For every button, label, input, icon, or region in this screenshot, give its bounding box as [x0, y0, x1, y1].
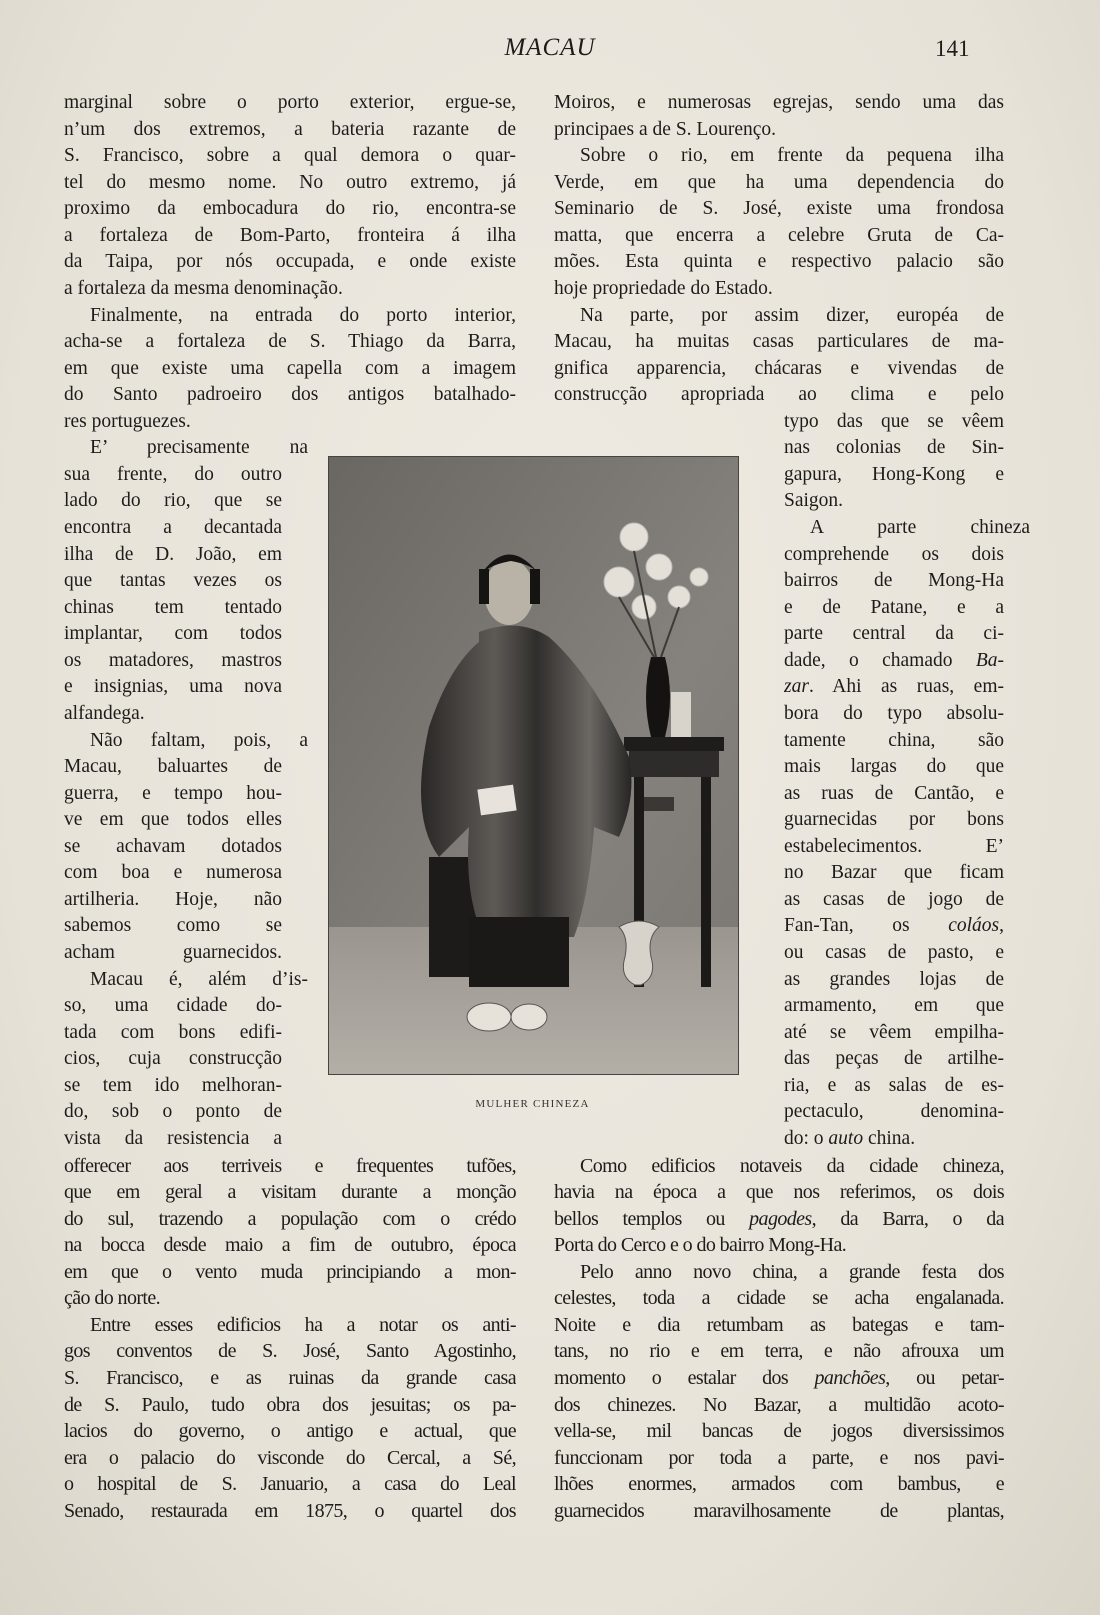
text-line: do: o auto china.	[784, 1127, 916, 1149]
text-line: com boa e numerosa	[64, 862, 282, 884]
text-line: so, uma cidade do-	[64, 995, 282, 1017]
text-line: mais largas do que	[784, 756, 1004, 778]
text-line: vella-se, mil bancas de jogos diversissimos	[554, 1420, 1004, 1443]
text-line: bora do typo absolu-	[784, 702, 1004, 724]
text-line: comprehende os dois	[784, 543, 1004, 565]
text-line: ria, e as salas de es-	[784, 1074, 1004, 1096]
text-line: construcção apropriada ao clima e pelo	[554, 384, 1004, 406]
text-line: os matadores, mastros	[64, 649, 282, 671]
italic-term: zar	[784, 676, 809, 698]
text-line: Macau, baluartes de	[64, 756, 282, 778]
text-line: ve em que todos elles	[64, 809, 282, 831]
photograph-chinese-woman	[328, 456, 739, 1075]
text-line: sua frente, do outro	[64, 463, 282, 485]
text-line: acham guarnecidos.	[64, 942, 282, 963]
text-line: typo das que se vêem	[784, 410, 1004, 432]
text-line: artilheria. Hoje, não	[64, 888, 282, 910]
text-line: lacios do governo, o antigo e actual, que	[64, 1420, 516, 1443]
text-line: na bocca desde maio a fim de outubro, época	[64, 1234, 516, 1257]
text-line: celestes, toda a cidade se acha engalanada.	[554, 1287, 1004, 1310]
text-line: mões. Esta quinta e respectivo palacio são	[554, 251, 1004, 273]
text-line: o hospital de S. Januario, a casa do Leal	[64, 1473, 516, 1496]
text-line: Não faltam, pois, a	[90, 729, 308, 751]
text-line: zar. Ahi as ruas, em-	[784, 676, 1004, 698]
text-line: parte central da ci-	[784, 623, 1004, 645]
text-line: res portuguezes.	[64, 410, 191, 432]
text-line: Macau, ha muitas casas particulares de ma-	[554, 331, 1004, 353]
text-line: hoje propriedade do Estado.	[554, 277, 773, 299]
text-line: bairros de Mong-Ha	[784, 570, 1004, 592]
text-line: funccionam por toda a parte, e nos pavi-	[554, 1446, 1004, 1469]
text-line: implantar, com todos	[64, 623, 282, 645]
text-line: da Taipa, por nós occupada, e onde existe	[64, 251, 516, 273]
text-line: ilha de D. João, em	[64, 543, 282, 565]
text-line: Saigon.	[784, 490, 844, 512]
italic-term: panchões	[814, 1367, 886, 1389]
text-line: em que o vento muda principiando a mon-	[64, 1260, 516, 1283]
text-line: se tem ido melhoran-	[64, 1074, 282, 1096]
text-line: Senado, restaurada em 1875, o quartel dos	[64, 1499, 516, 1522]
text-line: alfandega.	[64, 702, 145, 724]
text-line: guerra, e tempo hou-	[64, 782, 282, 804]
text-line: pectaculo, denomina-	[784, 1101, 1004, 1123]
italic-term: Ba-	[975, 649, 1004, 671]
text-line: Finalmente, na entrada do porto interior,	[90, 304, 516, 326]
text-line: Verde, em que ha uma dependencia do	[554, 171, 1004, 193]
text-line: dade, o chamado Ba-	[784, 649, 1004, 671]
italic-term: coláos	[948, 915, 1000, 937]
text-line: proximo da embocadura do rio, encontra-se	[64, 198, 516, 220]
text-line: lado do rio, que se	[64, 490, 282, 512]
text-line: Na parte, por assim dizer, européa de	[580, 304, 1004, 326]
text-line: no Bazar que ficam	[784, 862, 1004, 884]
figure-caption: MULHER CHINEZA	[475, 1098, 590, 1110]
text-line: gapura, Hong-Kong e	[784, 463, 1004, 485]
text-line: cios, cuja construcção	[64, 1048, 282, 1070]
text-line: era o palacio do visconde do Cercal, a Sé,	[64, 1446, 516, 1469]
text-line: Porta do Cerco e o do bairro Mong-Ha.	[554, 1234, 847, 1257]
text-line: Sobre o rio, em frente da pequena ilha	[580, 145, 1004, 167]
text-line: principaes a de S. Lourenço.	[554, 118, 777, 140]
text-line: Como edificios notaveis da cidade chineza,	[580, 1154, 1004, 1177]
text-line: lhões enormes, armados com bambus, e	[554, 1473, 1004, 1496]
text-line: Macau é, além d’is-	[90, 968, 308, 990]
text-line: tel do mesmo nome. No outro extremo, já	[64, 171, 516, 193]
text-line: das peças de artilhe-	[784, 1048, 1004, 1070]
text-line: offerecer aos terriveis e frequentes tufões,	[64, 1154, 516, 1177]
text-line: Moiros, e numerosas egrejas, sendo uma das	[554, 92, 1004, 113]
text-line: Seminario de S. José, existe uma frondosa	[554, 198, 1004, 220]
text-line: guarnecidas por bons	[784, 809, 1004, 831]
text-line: Noite e dia retumbam as bategas e tam-	[554, 1313, 1004, 1336]
text-line: encontra a decantada	[64, 517, 282, 538]
running-title: MACAU	[504, 34, 596, 61]
text-line: sabemos como se	[64, 915, 282, 937]
text-line: momento o estalar dos panchões, ou petar-	[554, 1367, 1004, 1389]
text-line: que tantas vezes os	[64, 570, 282, 592]
page-number: 141	[935, 36, 970, 61]
text-line: as ruas de Cantão, e	[784, 782, 1004, 804]
italic-term: pagodes	[749, 1207, 812, 1230]
text-line: dos chinezes. No Bazar, a multidão acoto-	[554, 1393, 1004, 1416]
text-line: bellos templos ou pagodes, da Barra, o da	[554, 1207, 1004, 1230]
text-line: estabelecimentos. E’	[784, 835, 1004, 857]
text-line: que em geral a visitam durante a monção	[64, 1181, 516, 1204]
text-line: as casas de jogo de	[784, 888, 1004, 910]
text-line: a fortaleza de Bom-Parto, fronteira á ilha	[64, 224, 516, 246]
text-line: armamento, em que	[784, 995, 1004, 1017]
text-line: matta, que encerra a celebre Gruta de Ca-	[554, 224, 1004, 246]
text-line: do Santo padroeiro dos antigos batalhado-	[64, 384, 516, 406]
text-line: a fortaleza da mesma denominação.	[64, 277, 343, 299]
text-line: se achavam dotados	[64, 835, 282, 857]
text-line: vista da resistencia a	[64, 1127, 282, 1149]
italic-term: auto	[828, 1127, 864, 1149]
text-line: em que existe uma capella com a imagem	[64, 357, 516, 379]
text-line: S. Francisco, e as ruinas da grande casa	[64, 1367, 516, 1389]
text-line: chinas tem tentado	[64, 596, 282, 618]
text-line: do, sob o ponto de	[64, 1101, 282, 1123]
text-line: ou casas de pasto, e	[784, 942, 1004, 963]
text-line: do sul, trazendo a população com o crédo	[64, 1207, 516, 1230]
text-line: acha-se a fortaleza de S. Thiago da Barra,	[64, 331, 516, 353]
text-line: e insignias, uma nova	[64, 676, 282, 698]
text-line: Pelo anno novo china, a grande festa dos	[580, 1260, 1004, 1283]
text-line: guarnecidos maravilhosamente de plantas,	[554, 1499, 1004, 1522]
text-line: A parte chineza	[810, 517, 1030, 538]
text-line: havia na época a que nos referimos, os dois	[554, 1181, 1004, 1204]
text-line: nas colonias de Sin-	[784, 437, 1004, 459]
text-line: Entre esses edificios ha a notar os anti-	[90, 1313, 516, 1336]
text-line: gos conventos de S. José, Santo Agostinho,	[64, 1340, 516, 1363]
text-line: até se vêem empilha-	[784, 1021, 1004, 1043]
text-line: ção do norte.	[64, 1287, 161, 1310]
text-line: n’um dos extremos, a bateria razante de	[64, 118, 516, 140]
text-line: de S. Paulo, tudo obra dos jesuitas; os pa-	[64, 1393, 516, 1416]
text-line: as grandes lojas de	[784, 968, 1004, 990]
photo-illustration	[329, 457, 738, 1074]
text-line: tans, no rio e em terra, e não afrouxa um	[554, 1340, 1004, 1363]
text-line: E’ precisamente na	[90, 437, 308, 459]
text-line: tamente china, são	[784, 729, 1004, 751]
text-line: tada com bons edifi-	[64, 1021, 282, 1043]
text-line: marginal sobre o porto exterior, ergue-se,	[64, 92, 516, 113]
text-line: gnifica apparencia, chácaras e vivendas de	[554, 357, 1004, 379]
text-line: e de Patane, e a	[784, 596, 1004, 618]
text-line: Fan-Tan, os coláos,	[784, 915, 1004, 937]
text-line: S. Francisco, sobre a qual demora o quar-	[64, 145, 516, 167]
